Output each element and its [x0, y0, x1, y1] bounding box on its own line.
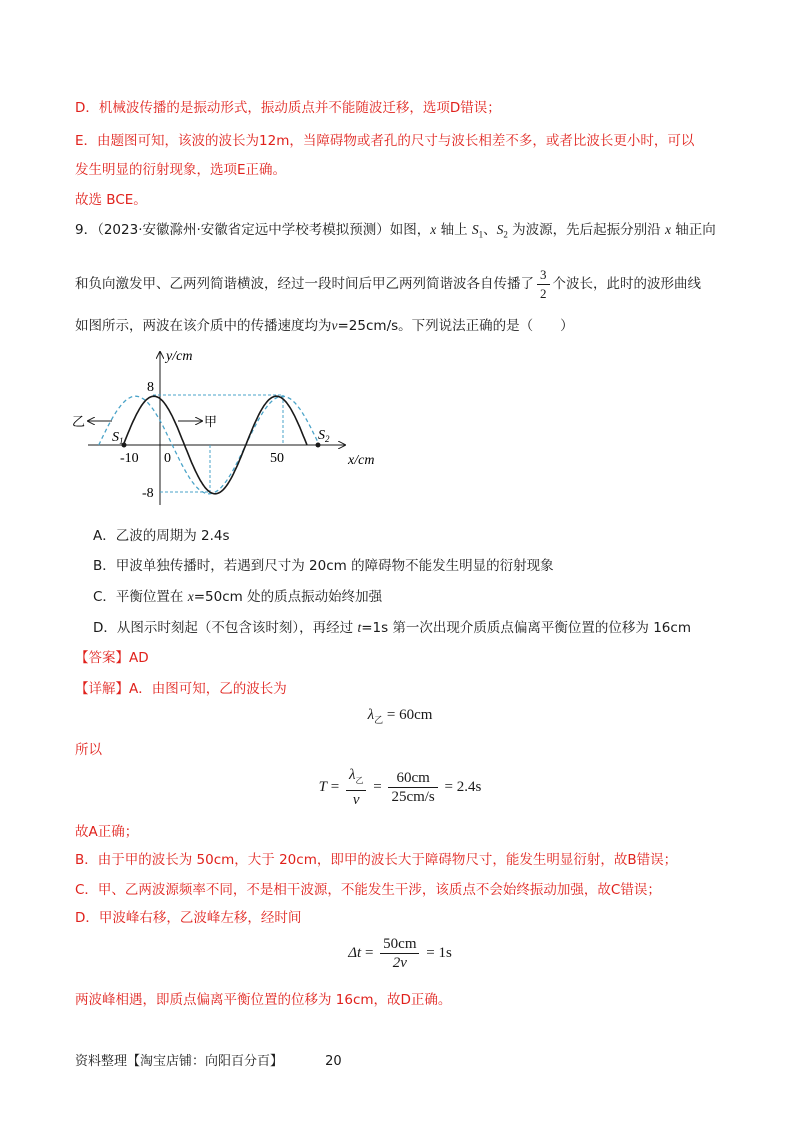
y-min-label: -8 — [142, 486, 154, 501]
question-number: 9． — [75, 222, 98, 238]
wave-yi-label: 乙 — [72, 414, 86, 429]
equation-wavelength: $\lambda_乙 = 60cm$ — [367, 707, 433, 725]
page-number: 20 — [325, 1054, 342, 1069]
y-axis-label: y/cm — [166, 349, 193, 364]
detail-intro: 【详解】A．由图可知，乙的波长为 — [75, 681, 287, 697]
question-line2: 和负向激发甲、乙两列简谐横波，经过一段时间后甲乙两列简谐波各自传播了 $\frac{3}{2}$ 个波长，此时的波形曲线 — [75, 266, 701, 301]
a-correct: 故A正确； — [75, 824, 139, 840]
option-d: D．从图示时刻起（不包含该时刻），再经过 t=1s 第一次出现介质质点偏离平衡位置的位移为 16cm — [93, 620, 691, 636]
explain-d: D．甲波峰右移，乙波峰左移，经时间 — [75, 910, 302, 926]
fraction-three-halves: $\frac{3}{2}$ — [537, 266, 550, 303]
x-neg-label: -10 — [120, 451, 139, 466]
prev-conclusion: 故选 BCE。 — [75, 192, 147, 208]
option-a: A．乙波的周期为 2.4s — [93, 528, 230, 544]
wave-jia-label: 甲 — [204, 414, 218, 429]
source-s2-dot — [316, 443, 321, 448]
equation-time: Δt = $\frac{50cm}{2v}$ = 1s — [348, 936, 452, 971]
source-s1-label: $S_1$ — [112, 430, 124, 446]
origin-label: 0 — [164, 451, 171, 466]
question-line3: 如图所示，两波在该介质中的传播速度均为v=25cm/s。下列说法正确的是（ ） — [75, 318, 574, 334]
prev-option-d: D．机械波传播的是振动形式，振动质点并不能随波迁移，选项D错误； — [75, 100, 501, 116]
option-c: C．平衡位置在 x=50cm 处的质点振动始终加强 — [93, 589, 383, 605]
equation-period: T = $\frac{\lambda_乙}{v}$ = $\frac{60cm}{25cm/s}$ = 2.4s — [318, 767, 482, 808]
prev-option-e-line2: 发生明显的衍射现象，选项E正确。 — [75, 162, 287, 178]
final-conclusion: 两波峰相遇，即质点偏离平衡位置的位移为 16cm，故D正确。 — [75, 992, 452, 1008]
y-max-label: 8 — [147, 380, 154, 395]
question-source: （2023·安徽滁州·安徽省定远中学校考模拟预测） — [97, 222, 390, 238]
explain-c: C．甲、乙两波源频率不同，不是相干波源，不能发生干涉，该质点不会始终振动加强，故C错误； — [75, 882, 661, 898]
explain-b: B．由于甲的波长为 50cm，大于 20cm，即甲的波长大于障碍物尺寸，能发生明显衍射，故B错误； — [75, 852, 678, 868]
prev-option-e-line1: E．由题图可知，该波的波长为12m，当障碍物或者孔的尺寸与波长相差不多，或者比波长更小时，可以 — [75, 133, 695, 149]
answer-label: 【答案】AD — [75, 650, 149, 666]
wave-figure — [72, 340, 400, 510]
so-text: 所以 — [75, 742, 102, 758]
question-line1: 9．（2023·安徽滁州·安徽省定远中学校考模拟预测）如图，x 轴上 $S_1$、$S_2$ 为波源，先后起振分别沿 x 轴正向 — [75, 222, 716, 240]
footer-source: 资料整理【淘宝店铺：向阳百分百】 — [75, 1054, 284, 1069]
x-axis-label: x/cm — [348, 453, 375, 468]
option-b: B．甲波单独传播时，若遇到尺寸为 20cm 的障碍物不能发生明显的衍射现象 — [93, 558, 554, 574]
footer — [75, 1050, 342, 1069]
x-pos-label: 50 — [270, 451, 284, 466]
source-s2-label: $S_2$ — [318, 428, 330, 444]
